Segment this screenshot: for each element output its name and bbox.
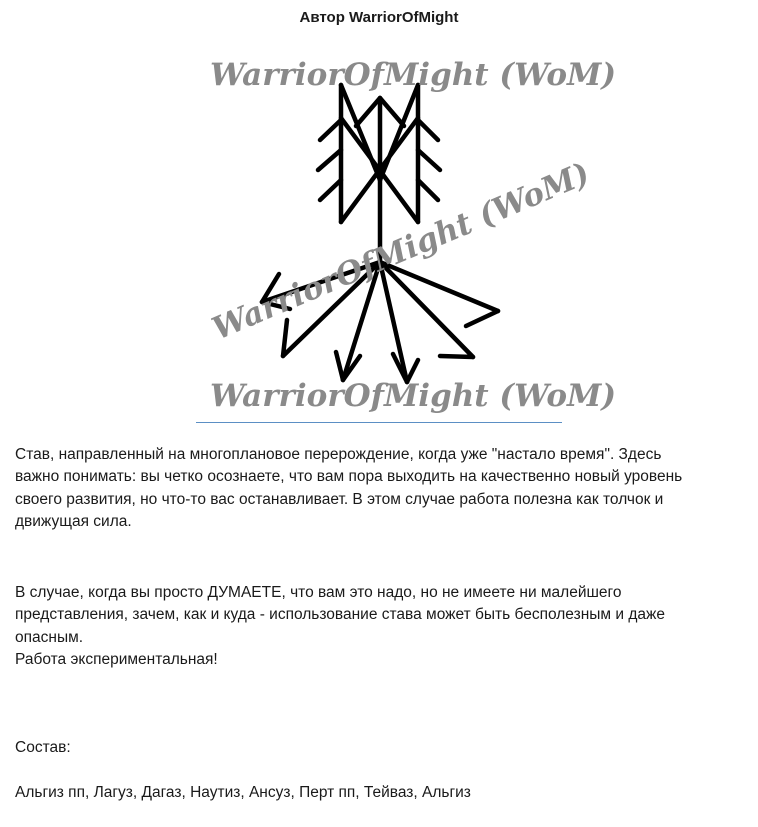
author-title: Автор WarriorOfMight	[299, 9, 459, 26]
description-paragraph: Став, направленный на многоплановое перерождение, когда уже "настало время". Здесь важно понимать: вы четко осознаете, что вам пора выходить на качественно новый уровень своего развития, но что-то вас останавливает. В этом случае работа полезна как толчок и движущая сила.	[15, 446, 683, 531]
rune-stave-drawing	[0, 30, 758, 430]
composition-list: Альгиз пп, Лагуз, Дагаз, Наутиз, Ансуз, Перт пп, Тейваз, Альгиз	[15, 784, 471, 802]
watermark-diagonal: WarriorOfMight (WoM)	[207, 155, 595, 348]
warning-paragraph: В случае, когда вы просто ДУМАЕТЕ, что вам это надо, но не имеете ни малейшего представления, зачем, как и куда - использование става может быть бесполезным и даже опасным. Работа экспериментальная!	[15, 584, 665, 669]
composition-label: Состав:	[15, 739, 71, 757]
separator-line	[196, 422, 562, 423]
watermark-bottom: WarriorOfMight (WoM)	[210, 378, 617, 414]
watermark-top: WarriorOfMight (WoM)	[210, 57, 617, 93]
composition-section	[15, 715, 471, 827]
rune-stave-image	[0, 30, 758, 430]
